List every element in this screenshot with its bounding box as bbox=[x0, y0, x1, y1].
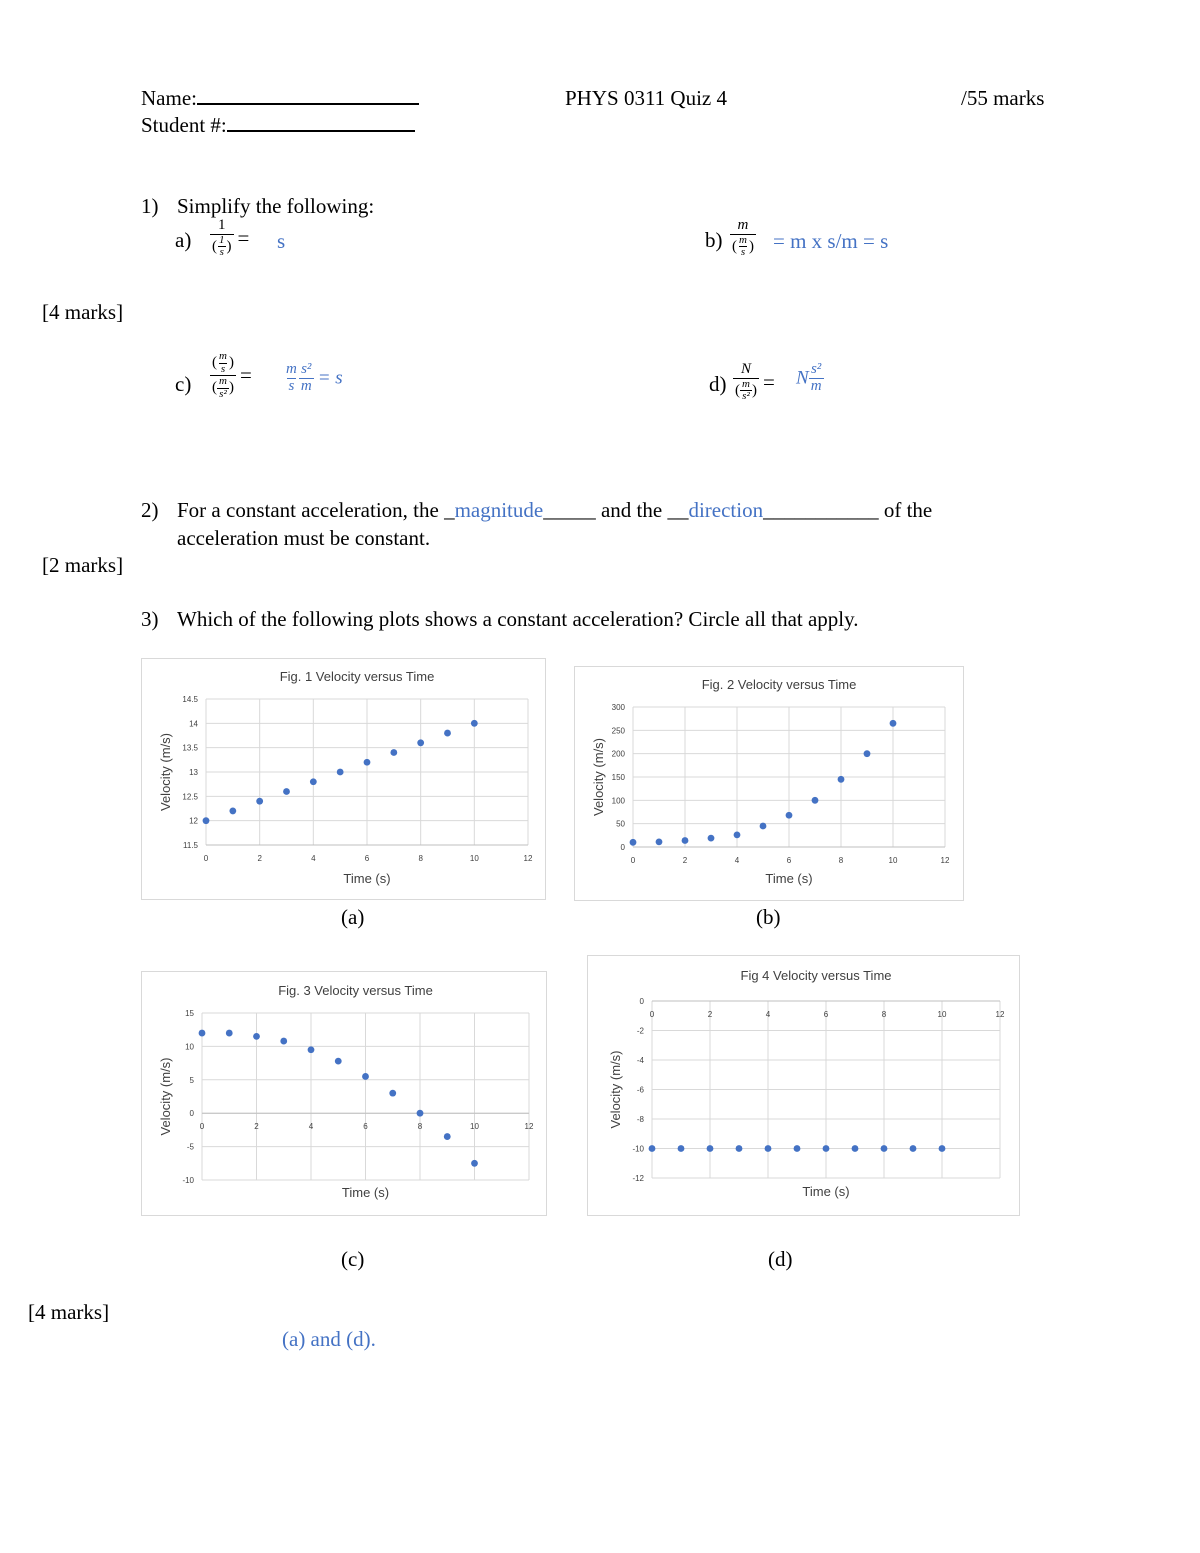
data-point bbox=[310, 778, 317, 785]
data-point bbox=[734, 831, 741, 838]
data-point bbox=[794, 1145, 801, 1152]
x-tick-label: 2 bbox=[707, 1010, 713, 1019]
data-point bbox=[823, 1145, 830, 1152]
x-tick-label: 4 bbox=[311, 854, 316, 863]
chart-title: Fig. 3 Velocity versus Time bbox=[278, 983, 433, 998]
x-tick-label: 10 bbox=[937, 1010, 947, 1019]
x-tick-label: 2 bbox=[254, 1122, 259, 1132]
y-tick-label: 10 bbox=[185, 1042, 194, 1052]
x-tick-label: 12 bbox=[995, 1010, 1005, 1019]
data-point bbox=[308, 1046, 315, 1053]
x-tick-label: 10 bbox=[469, 854, 479, 863]
q2-answer-magnitude: magnitude bbox=[454, 498, 544, 522]
data-point bbox=[649, 1145, 656, 1152]
q1-prompt: Simplify the following: bbox=[177, 194, 375, 218]
y-tick-label: -5 bbox=[186, 1142, 194, 1152]
y-tick-label: 0 bbox=[189, 1109, 194, 1119]
q2-number: 2) bbox=[141, 498, 159, 522]
data-point bbox=[229, 808, 236, 815]
x-tick-label: 2 bbox=[257, 854, 262, 863]
x-tick-label: 12 bbox=[524, 1122, 534, 1132]
x-tick-label: 4 bbox=[734, 856, 740, 865]
data-point bbox=[389, 1090, 396, 1097]
q3-marks: [4 marks] bbox=[28, 1300, 110, 1324]
data-point bbox=[786, 812, 793, 819]
data-point bbox=[707, 1145, 714, 1152]
data-point bbox=[203, 817, 210, 824]
x-tick-label: 6 bbox=[363, 1122, 368, 1132]
name-label: Name: bbox=[141, 86, 419, 111]
data-point bbox=[471, 720, 478, 727]
data-point bbox=[708, 835, 715, 842]
q1c-answer: $\frac{m}{s}$ $\frac{\text{s²}}{m}$ = s bbox=[286, 361, 343, 394]
chart-fig2 bbox=[574, 666, 964, 901]
q1d-answer: N $\frac{\text{s²}}{m}$ bbox=[796, 361, 822, 394]
q3-number: 3) bbox=[141, 607, 159, 631]
x-tick-label: 8 bbox=[838, 856, 844, 865]
chart-fig2-svg bbox=[575, 667, 963, 900]
q3-answer: (a) and (d). bbox=[282, 1327, 376, 1351]
x-tick-label: 8 bbox=[418, 854, 423, 863]
x-tick-label: 6 bbox=[823, 1010, 829, 1019]
x-axis-label: Time (s) bbox=[343, 871, 391, 886]
y-tick-label: -10 bbox=[182, 1176, 194, 1185]
data-point bbox=[226, 1030, 233, 1037]
q1d-label: d) bbox=[709, 372, 727, 396]
x-tick-label: 2 bbox=[682, 856, 688, 865]
data-point bbox=[736, 1145, 743, 1152]
caption-c: (c) bbox=[341, 1247, 365, 1271]
chart-fig4-svg bbox=[588, 956, 1019, 1215]
data-point bbox=[471, 1160, 478, 1167]
y-axis-label: Velocity (m/s) bbox=[158, 1057, 173, 1136]
data-point bbox=[362, 1073, 369, 1080]
q2-marks: [2 marks] bbox=[42, 553, 124, 577]
data-point bbox=[337, 769, 344, 776]
q1d-expression: N ( $\frac{m}{\text{s²}}$ ) = bbox=[735, 361, 775, 403]
chart-fig4 bbox=[587, 955, 1020, 1216]
x-tick-label: 4 bbox=[765, 1010, 771, 1019]
q3-prompt: Which of the following plots shows a constant acceleration? Circle all that apply. bbox=[177, 607, 859, 631]
q1b-expression: m ( $\frac{m}{s}$ ) bbox=[732, 217, 754, 259]
y-tick-label: 100 bbox=[611, 796, 625, 806]
q1b-answer: = m x s/m = s bbox=[773, 229, 889, 253]
data-point bbox=[678, 1145, 685, 1152]
x-axis-label: Time (s) bbox=[802, 1184, 850, 1199]
chart-fig3 bbox=[141, 971, 547, 1216]
data-point bbox=[881, 1145, 888, 1152]
y-tick-label: 14 bbox=[189, 719, 198, 729]
data-point bbox=[444, 1133, 451, 1140]
data-point bbox=[256, 798, 263, 805]
data-point bbox=[838, 776, 845, 783]
q1a-answer: s bbox=[277, 229, 286, 253]
data-point bbox=[682, 837, 689, 844]
y-tick-label: -12 bbox=[632, 1174, 644, 1183]
x-tick-label: 10 bbox=[470, 1122, 479, 1132]
y-tick-label: -4 bbox=[636, 1056, 644, 1065]
data-point bbox=[656, 838, 663, 845]
caption-b: (b) bbox=[756, 905, 781, 929]
data-point bbox=[444, 730, 451, 737]
y-tick-label: -10 bbox=[632, 1144, 644, 1154]
y-tick-label: 13.5 bbox=[182, 743, 198, 753]
data-point bbox=[890, 720, 897, 727]
x-tick-label: 8 bbox=[417, 1122, 423, 1132]
q2-line1: For a constant acceleration, the _magnitude_____ and the __direction___________ of the bbox=[177, 498, 933, 522]
chart-fig1-svg bbox=[142, 659, 545, 899]
y-tick-label: 250 bbox=[611, 726, 625, 736]
data-point bbox=[364, 759, 371, 766]
data-point bbox=[335, 1058, 342, 1065]
y-axis-label: Velocity (m/s) bbox=[158, 732, 173, 812]
caption-d: (d) bbox=[768, 1247, 793, 1271]
x-axis-label: Time (s) bbox=[341, 1185, 390, 1200]
q1-number: 1) bbox=[141, 194, 159, 218]
y-tick-label: 15 bbox=[185, 1009, 194, 1018]
y-tick-label: 11.5 bbox=[183, 841, 198, 850]
data-point bbox=[760, 823, 767, 830]
y-tick-label: 300 bbox=[611, 703, 625, 712]
x-tick-label: 6 bbox=[364, 854, 370, 863]
data-point bbox=[939, 1145, 946, 1152]
y-tick-label: -2 bbox=[636, 1026, 644, 1036]
x-tick-label: 8 bbox=[881, 1010, 887, 1019]
y-tick-label: 12 bbox=[189, 816, 198, 826]
y-tick-label: 50 bbox=[616, 819, 625, 829]
chart-fig1 bbox=[141, 658, 546, 900]
x-tick-label: 0 bbox=[199, 1122, 205, 1132]
y-tick-label: 0 bbox=[639, 997, 644, 1006]
q1a-expression: 1 ( $\frac{1}{s}$ ) = bbox=[212, 217, 250, 259]
y-tick-label: 0 bbox=[620, 843, 625, 852]
data-point bbox=[280, 1038, 287, 1045]
y-tick-label: 14.5 bbox=[182, 695, 198, 704]
y-axis-label: Velocity (m/s) bbox=[608, 1050, 623, 1129]
q2-answer-direction: direction bbox=[688, 498, 764, 522]
x-tick-label: 10 bbox=[888, 856, 898, 865]
q1b-label: b) bbox=[705, 228, 723, 252]
y-tick-label: -6 bbox=[636, 1085, 644, 1095]
caption-a: (a) bbox=[341, 905, 365, 929]
data-point bbox=[630, 839, 637, 846]
course-title: PHYS 0311 Quiz 4 bbox=[565, 86, 727, 110]
data-point bbox=[417, 1110, 424, 1117]
q2-line2: acceleration must be constant. bbox=[177, 526, 431, 550]
data-point bbox=[390, 749, 397, 756]
x-tick-label: 0 bbox=[203, 854, 209, 863]
x-tick-label: 12 bbox=[940, 856, 950, 865]
chart-fig3-svg bbox=[142, 972, 546, 1215]
chart-title: Fig. 2 Velocity versus Time bbox=[701, 677, 857, 692]
marks-total: /55 marks bbox=[961, 86, 1045, 110]
data-point bbox=[852, 1145, 859, 1152]
y-tick-label: 12.5 bbox=[182, 792, 198, 802]
x-tick-label: 6 bbox=[786, 856, 792, 865]
q1c-label: c) bbox=[175, 372, 192, 396]
y-tick-label: 200 bbox=[611, 749, 625, 759]
data-point bbox=[417, 739, 424, 746]
x-axis-label: Time (s) bbox=[765, 871, 813, 886]
y-tick-label: 150 bbox=[611, 773, 625, 782]
data-point bbox=[253, 1033, 260, 1040]
student-number-label: Student #: bbox=[141, 113, 415, 138]
data-point bbox=[283, 788, 290, 795]
x-tick-label: 0 bbox=[649, 1010, 655, 1019]
y-tick-label: 5 bbox=[189, 1075, 194, 1085]
x-tick-label: 12 bbox=[523, 854, 533, 863]
data-point bbox=[864, 750, 871, 757]
x-tick-label: 0 bbox=[630, 856, 636, 865]
chart-title: Fig 4 Velocity versus Time bbox=[740, 968, 892, 983]
data-point bbox=[910, 1145, 917, 1152]
q1a-label: a) bbox=[175, 228, 192, 252]
data-point bbox=[765, 1145, 772, 1152]
q1-marks: [4 marks] bbox=[42, 300, 124, 324]
y-axis-label: Velocity (m/s) bbox=[591, 737, 606, 817]
y-tick-label: 13 bbox=[189, 768, 198, 777]
chart-title: Fig. 1 Velocity versus Time bbox=[279, 669, 435, 684]
y-tick-label: -8 bbox=[636, 1115, 644, 1124]
data-point bbox=[199, 1030, 206, 1037]
x-tick-label: 4 bbox=[308, 1122, 314, 1132]
data-point bbox=[812, 797, 819, 804]
q1c-expression: ( $\frac{m}{s}$ ) ( $\frac{m}{\text{s²}}$ ) = bbox=[212, 350, 252, 400]
